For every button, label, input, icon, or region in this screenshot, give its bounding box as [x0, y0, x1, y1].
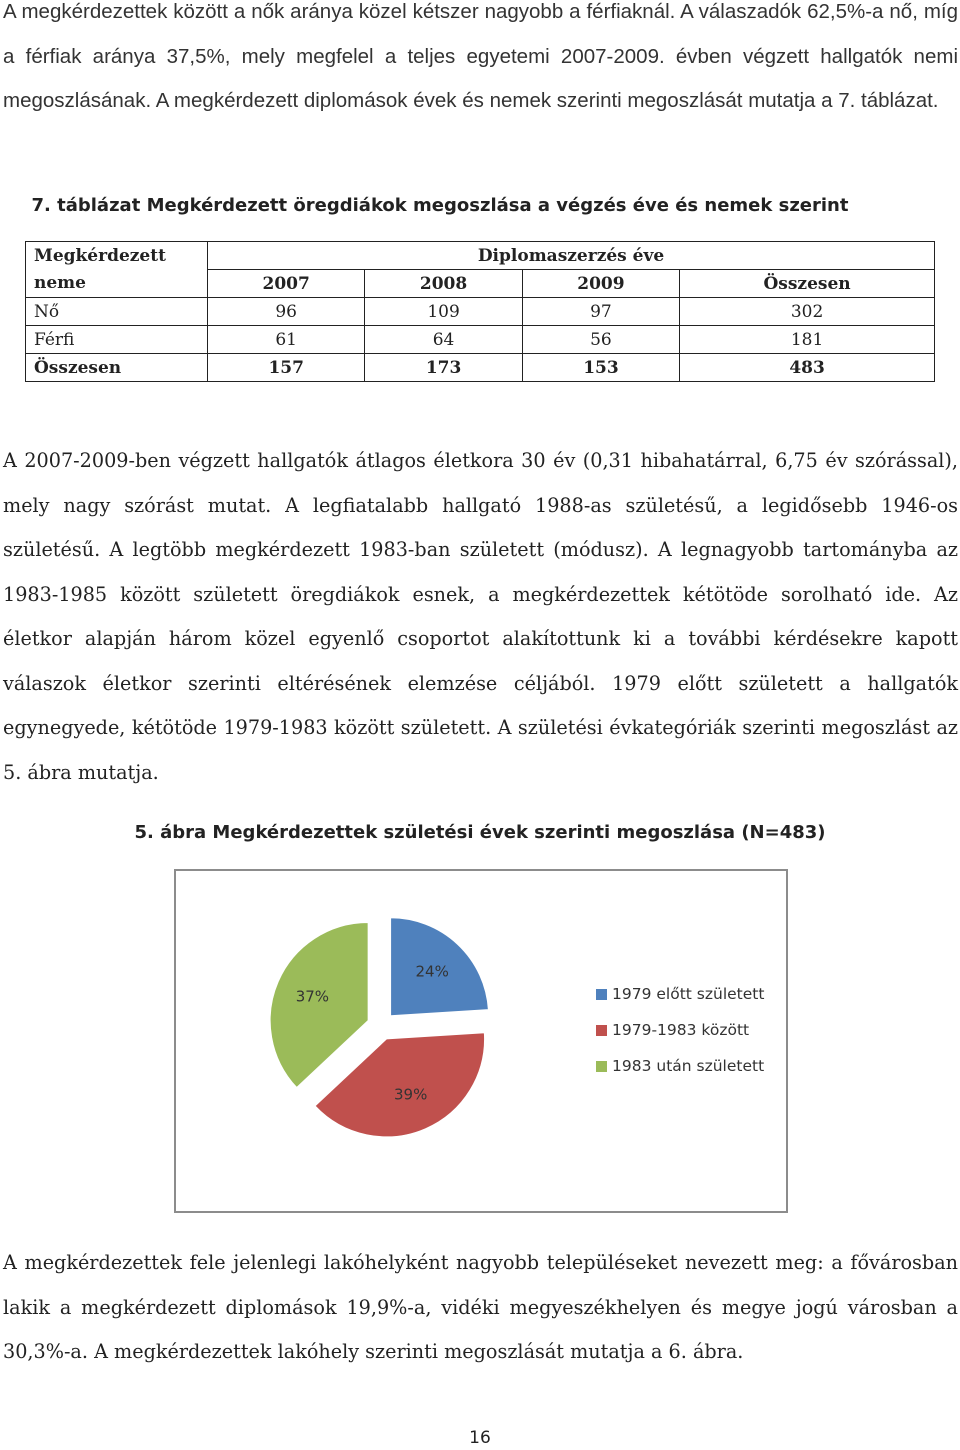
- row-label: Férfi: [26, 326, 208, 354]
- slice-label: 39%: [394, 1085, 428, 1104]
- table-header-row: [26, 242, 935, 270]
- table-cell: 181: [680, 326, 935, 354]
- table-cell: 96: [208, 298, 365, 326]
- table-caption: 7. táblázat Megkérdezett öregdiákok megoszlása a végzés éve és nemek szerint: [31, 195, 849, 216]
- table-row: [26, 298, 935, 326]
- legend-swatch: [596, 1061, 607, 1072]
- figure-caption: 5. ábra Megkérdezettek születési évek szerinti megoszlása (N=483): [134, 822, 826, 843]
- pie-chart: [176, 871, 786, 1211]
- page-number: 16: [469, 1428, 491, 1448]
- table-row: [26, 326, 935, 354]
- column-header: 2008: [365, 270, 522, 298]
- table-cell: 153: [522, 354, 679, 382]
- row-label: Nő: [26, 298, 208, 326]
- legend-swatch: [596, 989, 607, 1000]
- column-header: Összesen: [680, 270, 935, 298]
- table-cell: 61: [208, 326, 365, 354]
- table-cell: 483: [680, 354, 935, 382]
- legend-label: 1979-1983 között: [612, 1021, 750, 1039]
- row-label: Összesen: [26, 354, 208, 382]
- residence-paragraph: A megkérdezettek fele jelenlegi lakóhelyként nagyobb településeket nevezett meg: a fővárosban lakik a megkérdezett diplomások 19,9%-a, vidéki megyeszékhelyen és megye jogú városban a 30,3%-a. A megkérdezettek lakóhely szerinti megoszlását mutatja a 6. ábra.: [3, 1251, 958, 1363]
- intro-paragraph: A megkérdezettek között a nők aránya közel kétszer nagyobb a férfiaknál. A válaszadók 62,5%-a nő, míg a férfiak aránya 37,5%, mely megfelel a teljes egyetemi 2007-2009. évben végzett hallgatók nemi megoszlásának. A megkérdezett diplomások évek és nemek szerinti megoszlását mutatja a 7. táblázat.: [3, 0, 958, 112]
- age-paragraph: A 2007-2009-ben végzett hallgatók átlagos életkora 30 év (0,31 hibahatárral, 6,75 év szórással), mely nagy szórást mutat. A legfiatalabb hallgató 1988-as születésű, a legidősebb 1946-os születésű. A legtöbb megkérdezett 1983-ban született (módusz). A legnagyobb tartományba az 1983-1985 között született öregdiákok esnek, a megkérdezettek kétötöde sorolható ide. Az életkor alapján három közel egyenlő csoportot alakítottunk ki a további kérdésekre kapott válaszok életkor szerinti eltérésének elemzése céljából. 1979 előtt született a hallgatók egynegyede, kétötöde 1979-1983 között született. A születési évkategóriák szerinti megoszlást az 5. ábra mutatja.: [3, 449, 958, 784]
- legend-swatch: [596, 1025, 607, 1036]
- table-cell: 173: [365, 354, 522, 382]
- table-column-row: [26, 270, 935, 298]
- slice-label: 24%: [415, 962, 449, 981]
- pie-chart-frame: [174, 869, 788, 1213]
- column-header: 2007: [208, 270, 365, 298]
- table-cell: 157: [208, 354, 365, 382]
- table-cell: 302: [680, 298, 935, 326]
- slice-label: 37%: [295, 987, 330, 1006]
- legend-label: 1983 után született: [612, 1057, 765, 1075]
- header-gender-label-2: neme: [26, 270, 208, 298]
- header-gender-label-1: Megkérdezett: [26, 242, 208, 270]
- header-year-group: Diplomaszerzés éve: [208, 242, 935, 270]
- table-total-row: [26, 354, 935, 382]
- table-cell: 64: [365, 326, 522, 354]
- legend-label: 1979 előtt született: [612, 985, 765, 1003]
- table-cell: 97: [522, 298, 679, 326]
- table-cell: 109: [365, 298, 522, 326]
- gender-year-table: [25, 241, 935, 382]
- table-cell: 56: [522, 326, 679, 354]
- column-header: 2009: [522, 270, 679, 298]
